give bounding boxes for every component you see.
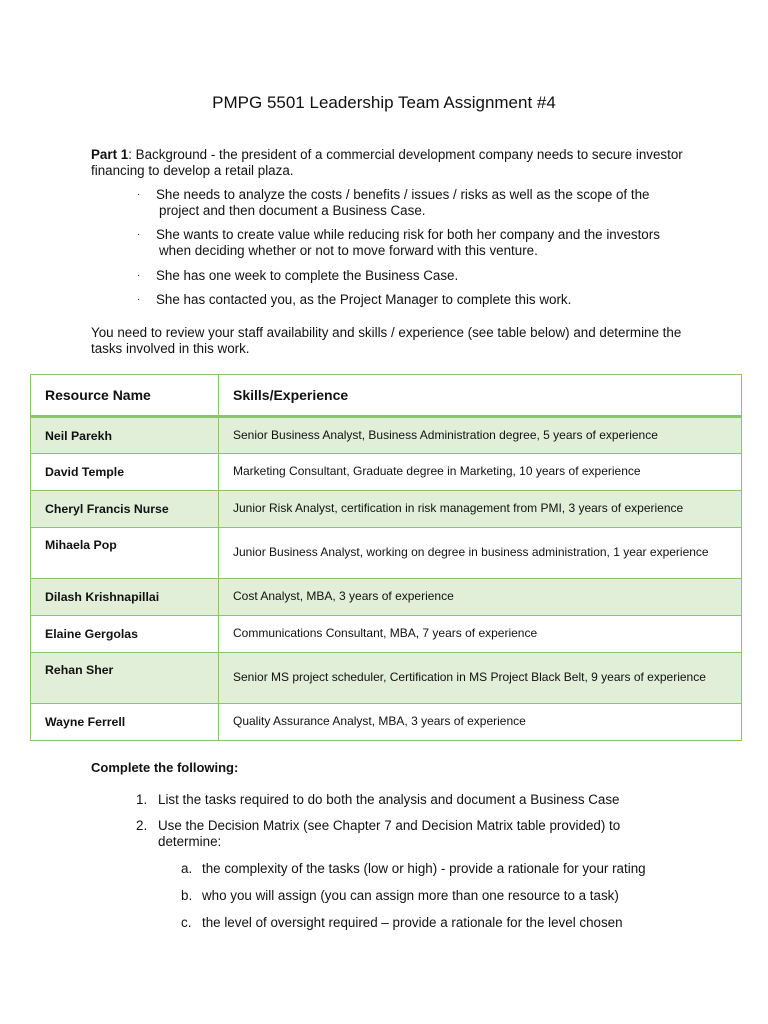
part-label: Part 1	[91, 147, 129, 162]
bullet-line1: She wants to create value while reducing risk for both her company and the investors	[156, 227, 660, 242]
table-row	[31, 491, 742, 528]
subtask-letter: b.	[181, 888, 193, 903]
background-text: : Background - the president of a commercial development company needs to secure investor financing to develop a retail plaza.	[91, 147, 683, 178]
bullet-item	[137, 268, 697, 284]
subtask-item	[181, 915, 701, 931]
header-skills: Skills/Experience	[219, 375, 742, 417]
bullet-line1: She has contacted you, as the Project Manager to complete this work.	[156, 292, 572, 307]
task-text: List the tasks required to do both the analysis and document a Business Case	[158, 792, 620, 807]
resource-skills: Senior MS project scheduler, Certification in MS Project Black Belt, 9 years of experience	[219, 653, 742, 704]
task-text: Use the Decision Matrix (see Chapter 7 and Decision Matrix table provided) to determine:	[158, 818, 621, 849]
subtask-text: who you will assign (you can assign more than one resource to a task)	[202, 888, 619, 903]
table-row	[31, 704, 742, 741]
subtask-item	[181, 888, 701, 904]
subtask-item	[181, 861, 701, 877]
subtask-text: the complexity of the tasks (low or high) - provide a rationale for your rating	[202, 861, 646, 876]
bullet-line1: She has one week to complete the Business Case.	[156, 268, 459, 283]
task-item	[136, 818, 656, 850]
resource-name: Neil Parekh	[31, 417, 219, 454]
resource-name: Cheryl Francis Nurse	[31, 491, 219, 528]
table-row	[31, 616, 742, 653]
complete-heading: Complete the following:	[91, 760, 239, 775]
bullet-dot: ·	[137, 189, 141, 200]
bullet-line1: She needs to analyze the costs / benefits / issues / risks as well as the scope of the	[156, 187, 650, 202]
resource-skills: Communications Consultant, MBA, 7 years of experience	[219, 616, 742, 653]
bullet-line2: project and then document a Business Case.	[159, 203, 426, 218]
table-row	[31, 417, 742, 454]
resource-skills: Junior Risk Analyst, certification in risk management from PMI, 3 years of experience	[219, 491, 742, 528]
task-number: 2.	[136, 818, 148, 833]
subtask-letter: c.	[181, 915, 192, 930]
bullet-dot: ·	[137, 270, 141, 281]
table-header-row	[31, 375, 742, 417]
task-item	[136, 792, 676, 808]
resource-name: Mihaela Pop	[31, 528, 219, 579]
resource-skills: Senior Business Analyst, Business Administration degree, 5 years of experience	[219, 417, 742, 454]
resource-skills: Cost Analyst, MBA, 3 years of experience	[219, 579, 742, 616]
bullet-line2: when deciding whether or not to move forward with this venture.	[159, 243, 538, 258]
table-row	[31, 579, 742, 616]
review-paragraph: You need to review your staff availability and skills / experience (see table below) and determine the tasks involved in this work.	[91, 325, 682, 356]
bullet-dot: ·	[137, 294, 141, 305]
background-paragraph	[91, 147, 701, 179]
table-row	[31, 528, 742, 579]
resource-table	[30, 374, 742, 741]
subtask-letter: a.	[181, 861, 193, 876]
resource-name: Elaine Gergolas	[31, 616, 219, 653]
task-number: 1.	[136, 792, 148, 807]
bullet-dot: ·	[137, 229, 141, 240]
table-row	[31, 454, 742, 491]
resource-name: David Temple	[31, 454, 219, 491]
resource-name: Rehan Sher	[31, 653, 219, 704]
resource-skills: Marketing Consultant, Graduate degree in Marketing, 10 years of experience	[219, 454, 742, 491]
header-resource-name: Resource Name	[31, 375, 219, 417]
bullet-item	[137, 187, 697, 219]
bullet-item	[137, 292, 697, 308]
resource-skills: Junior Business Analyst, working on degree in business administration, 1 year experience	[219, 528, 742, 579]
subtask-text: the level of oversight required – provide a rationale for the level chosen	[202, 915, 623, 930]
resource-name: Wayne Ferrell	[31, 704, 219, 741]
document-title: PMPG 5501 Leadership Team Assignment #4	[212, 93, 556, 112]
resource-skills: Quality Assurance Analyst, MBA, 3 years of experience	[219, 704, 742, 741]
resource-name: Dilash Krishnapillai	[31, 579, 219, 616]
bullet-item	[137, 227, 697, 259]
table-row	[31, 653, 742, 704]
